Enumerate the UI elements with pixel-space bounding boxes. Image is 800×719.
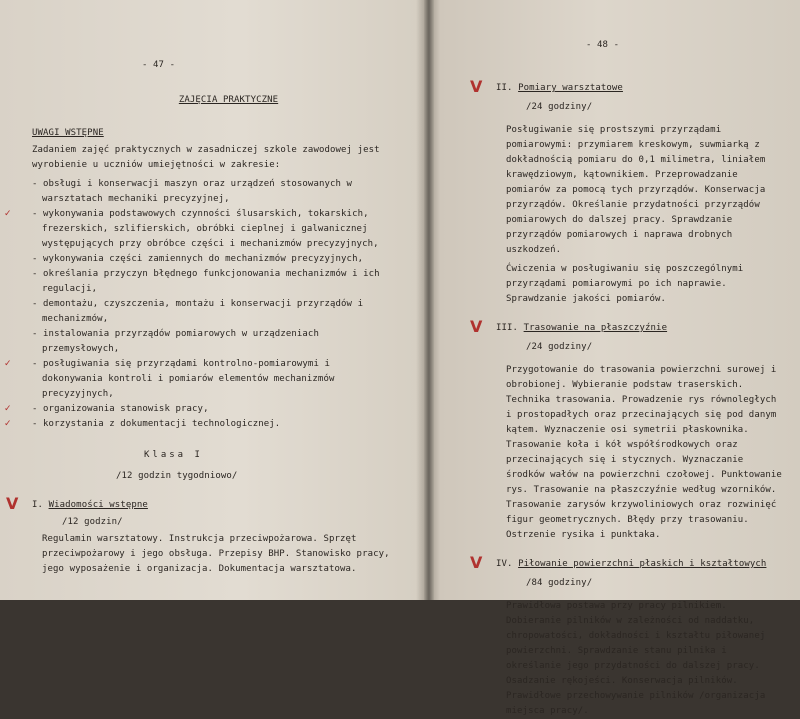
class-hours: /12 godzin tygodniowo/ <box>116 471 238 481</box>
page-number-right: - 48 - <box>586 40 620 50</box>
list-item: - obsługi i konserwacji maszyn oraz urządzeń stosowanych w warsztatach mechaniki precyzyjnej, <box>32 179 353 204</box>
section-4 <box>470 553 790 719</box>
section-body: Ćwiczenia w posługiwaniu się poszczególnymi przyrządami pomiarowymi po ich naprawie. Sprawdzanie jakości pomiarów. <box>506 264 744 304</box>
intro-text: Zadaniem zajęć praktycznych w zasadniczej szkole zawodowej jest wyrobienie u uczniów umiejętności w zakresie: <box>32 145 380 170</box>
list-item: - określania przyczyn błędnego funkcjonowania mechanizmów i ich regulacji, <box>32 269 380 294</box>
section-number: II. <box>496 83 513 93</box>
section-number: I. <box>32 500 44 510</box>
list-item: ✓ - korzystania z dokumentacji technologicznej. <box>4 419 281 429</box>
section-hours: /12 godzin/ <box>62 517 123 527</box>
section-3 <box>470 317 790 543</box>
list-item: - wykonywania części zamiennych do mechanizmów precyzyjnych, <box>32 254 364 264</box>
section-title: Wiadomości wstępne <box>48 500 148 510</box>
list-item: ✓ - posługiwania się przyrządami kontrolno-pomiarowymi i dokonywania kontroli i pomiarów elementów mechanizmów precyzyjnych, <box>4 359 335 399</box>
page-number-left: - 47 - <box>142 60 176 70</box>
section-title: Trasowanie na płaszczyźnie <box>523 323 668 333</box>
section-body: Przygotowanie do trasowania powierzchni surowej i obrobionej. Wybieranie podstaw traserskich. Technika trasowania. Prowadzenie rys równoległych i prostopadłych oraz przecinających się pod danym kątem. Wyznaczenie osi symetrii płaskownika. Trasowanie koła i kół współśrodkowych oraz przecinających się i stycznych. Wyznaczanie środków wałów na powierzchni czołowej. Punktowanie rys. Trasowanie na płaszczyźnie według wzorników. Trasowanie zarysów krzywoliniowych oraz rozwinięć figur geometrycznych. Błędy przy trasowaniu. Ostrzenie rysika i punktaka. <box>506 365 782 540</box>
section-2 <box>470 77 790 307</box>
tick-mark-icon: V <box>6 494 19 513</box>
list-item: ✓ - wykonywania podstawowych czynności ślusarskich, tokarskich, frezerskich, szlifierskich, obróbki cieplnej i galwanicznej występujących przy obróbce części i mechanizmów precyzyjnych, <box>4 209 379 249</box>
list-item: - instalowania przyrządów pomiarowych w urządzeniach przemysłowych, <box>32 329 319 354</box>
remarks-heading: UWAGI WSTĘPNE <box>32 128 104 138</box>
left-page <box>0 0 425 600</box>
section-1 <box>6 494 405 577</box>
class-heading: Klasa I <box>144 450 203 460</box>
tick-mark-icon: V <box>470 317 483 336</box>
tick-mark-icon: V <box>470 553 483 572</box>
section-number: IV. <box>496 559 513 569</box>
section-title: Piłowanie powierzchni płaskich i kształtowych <box>518 559 767 569</box>
tick-mark-icon: V <box>470 77 483 96</box>
skills-list <box>4 177 405 432</box>
section-number: III. <box>496 323 519 333</box>
section-body: Posługiwanie się prostszymi przyrządami pomiarowymi: przymiarem kreskowym, suwmiarką z dokładnością pomiaru do 0,1 milimetra, liniałem krawędziowym, kątownikiem. Przeprowadzanie pomiarów za pomocą tych przyrządów. Konserwacja przyrządów. Określanie przydatności przyrządów pomiarowych do dalszej pracy. Sprawdzanie przyrządów pomiarowych i naprawa drobnych uszkodzeń. <box>506 125 766 255</box>
right-page <box>432 0 800 716</box>
page-title: ZAJĘCIA PRAKTYCZNE <box>178 95 279 105</box>
list-item: ✓ - organizowania stanowisk pracy, <box>4 404 209 414</box>
section-hours: /24 godziny/ <box>526 342 593 352</box>
section-body: Regulamin warsztatowy. Instrukcja przeciwpożarowa. Sprzęt przeciwpożarowy i jego obsługa. Przepisy BHP. Stanowisko pracy, jego wyposażenie i organizacja. Dokumentacja warsztatowa. <box>42 534 390 574</box>
section-hours: /84 godziny/ <box>526 578 593 588</box>
list-item: - demontażu, czyszczenia, montażu i konserwacji przyrządów i mechanizmów, <box>32 299 364 324</box>
section-body: Prawidłowa postawa przy pracy pilnikiem. Dobieranie pilników w zależności od naddatku, chropowatości, dokładności i kształtu piłowanej powierzchni. Sprawdzanie stanu pilnika i określanie jego przydatności do dalszej pracy. Osadzanie rękojeści. Konserwacja pilników. Prawidłowe przechowywanie pilników /organizacja miejsca pracy/. <box>506 601 766 716</box>
section-hours: /24 godziny/ <box>526 102 593 112</box>
section-title: Pomiary warsztatowe <box>518 83 623 93</box>
